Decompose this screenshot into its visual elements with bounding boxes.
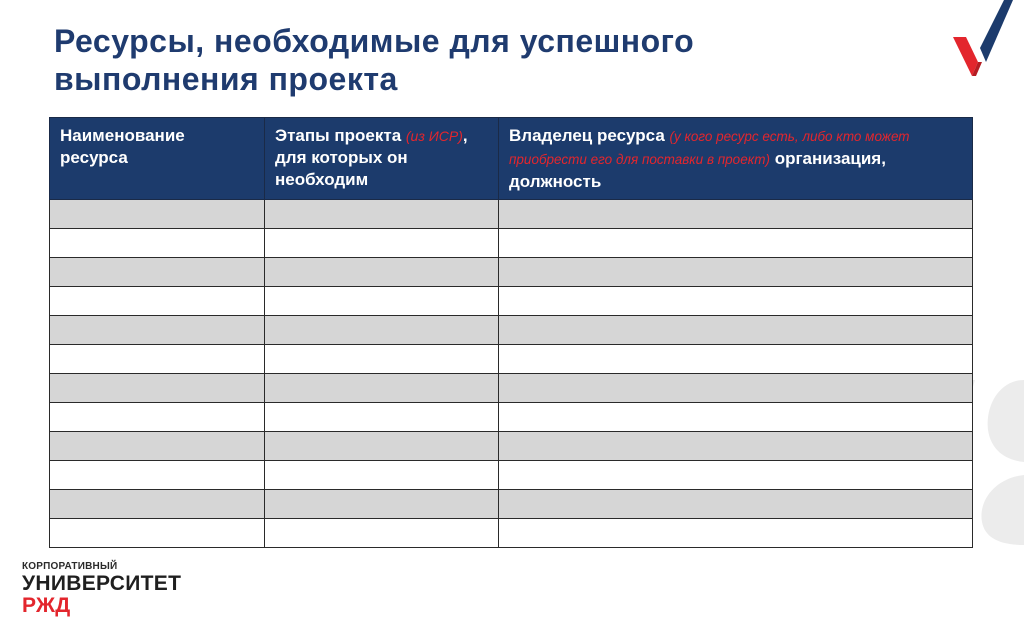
table-cell[interactable] (265, 374, 499, 403)
brand-line-2: УНИВЕРСИТЕТ (22, 572, 182, 595)
table-cell[interactable] (265, 490, 499, 519)
page-title (54, 22, 914, 98)
table-header-row (50, 118, 973, 200)
table-cell[interactable] (499, 374, 973, 403)
table-cell[interactable] (499, 287, 973, 316)
table-row (50, 490, 973, 519)
table-cell[interactable] (265, 200, 499, 229)
header-stages-note: (из ИСР) (405, 128, 463, 144)
table-cell[interactable] (499, 432, 973, 461)
table-row (50, 432, 973, 461)
title-line-2: выполнения проекта (54, 61, 398, 97)
table-cell[interactable] (499, 345, 973, 374)
brand-line-3: РЖД (22, 594, 71, 617)
table-cell[interactable] (499, 200, 973, 229)
table-body (50, 200, 973, 548)
table-cell[interactable] (265, 345, 499, 374)
table-cell[interactable] (265, 287, 499, 316)
header-project-stages: Этапы проекта (из ИСР), для которых он необходим (265, 118, 499, 200)
table-cell[interactable] (265, 461, 499, 490)
header-resource-name: Наименование ресурса (50, 118, 265, 200)
table-row (50, 229, 973, 258)
table-cell[interactable] (265, 258, 499, 287)
resources-table (49, 117, 973, 548)
table-cell[interactable] (499, 229, 973, 258)
brand-logo (22, 561, 181, 617)
table-cell[interactable] (50, 374, 265, 403)
table-cell[interactable] (50, 258, 265, 287)
brand-mark-icon (950, 0, 1024, 90)
table-cell[interactable] (265, 432, 499, 461)
header-resource-owner: Владелец ресурса (у кого ресурс есть, либо кто может приобрести его для поставки в проект) организация, должность (499, 118, 973, 200)
table-cell[interactable] (499, 403, 973, 432)
table-cell[interactable] (499, 461, 973, 490)
table-row (50, 345, 973, 374)
table-cell[interactable] (499, 519, 973, 548)
table-cell[interactable] (50, 316, 265, 345)
table-row (50, 258, 973, 287)
header-owner-note: (у кого ресурс есть, либо кто может приобрести его для поставки в проект) (509, 129, 910, 167)
table-row (50, 287, 973, 316)
table-cell[interactable] (50, 287, 265, 316)
table-row (50, 519, 973, 548)
table-row (50, 374, 973, 403)
table-row (50, 461, 973, 490)
table-cell[interactable] (50, 519, 265, 548)
table-cell[interactable] (265, 403, 499, 432)
table-cell[interactable] (265, 519, 499, 548)
table-cell[interactable] (50, 461, 265, 490)
brand-line-1: КОРПОРАТИВНЫЙ (22, 561, 118, 572)
table-cell[interactable] (499, 258, 973, 287)
title-line-1: Ресурсы, необходимые для успешного (54, 23, 695, 59)
table-cell[interactable] (50, 490, 265, 519)
table-cell[interactable] (50, 432, 265, 461)
table-cell[interactable] (265, 316, 499, 345)
table-cell[interactable] (50, 345, 265, 374)
table-cell[interactable] (265, 229, 499, 258)
table-cell[interactable] (50, 229, 265, 258)
table-cell[interactable] (50, 403, 265, 432)
table-cell[interactable] (499, 316, 973, 345)
table-cell[interactable] (50, 200, 265, 229)
table-row (50, 200, 973, 229)
table-cell[interactable] (499, 490, 973, 519)
table-row (50, 316, 973, 345)
table-row (50, 403, 973, 432)
